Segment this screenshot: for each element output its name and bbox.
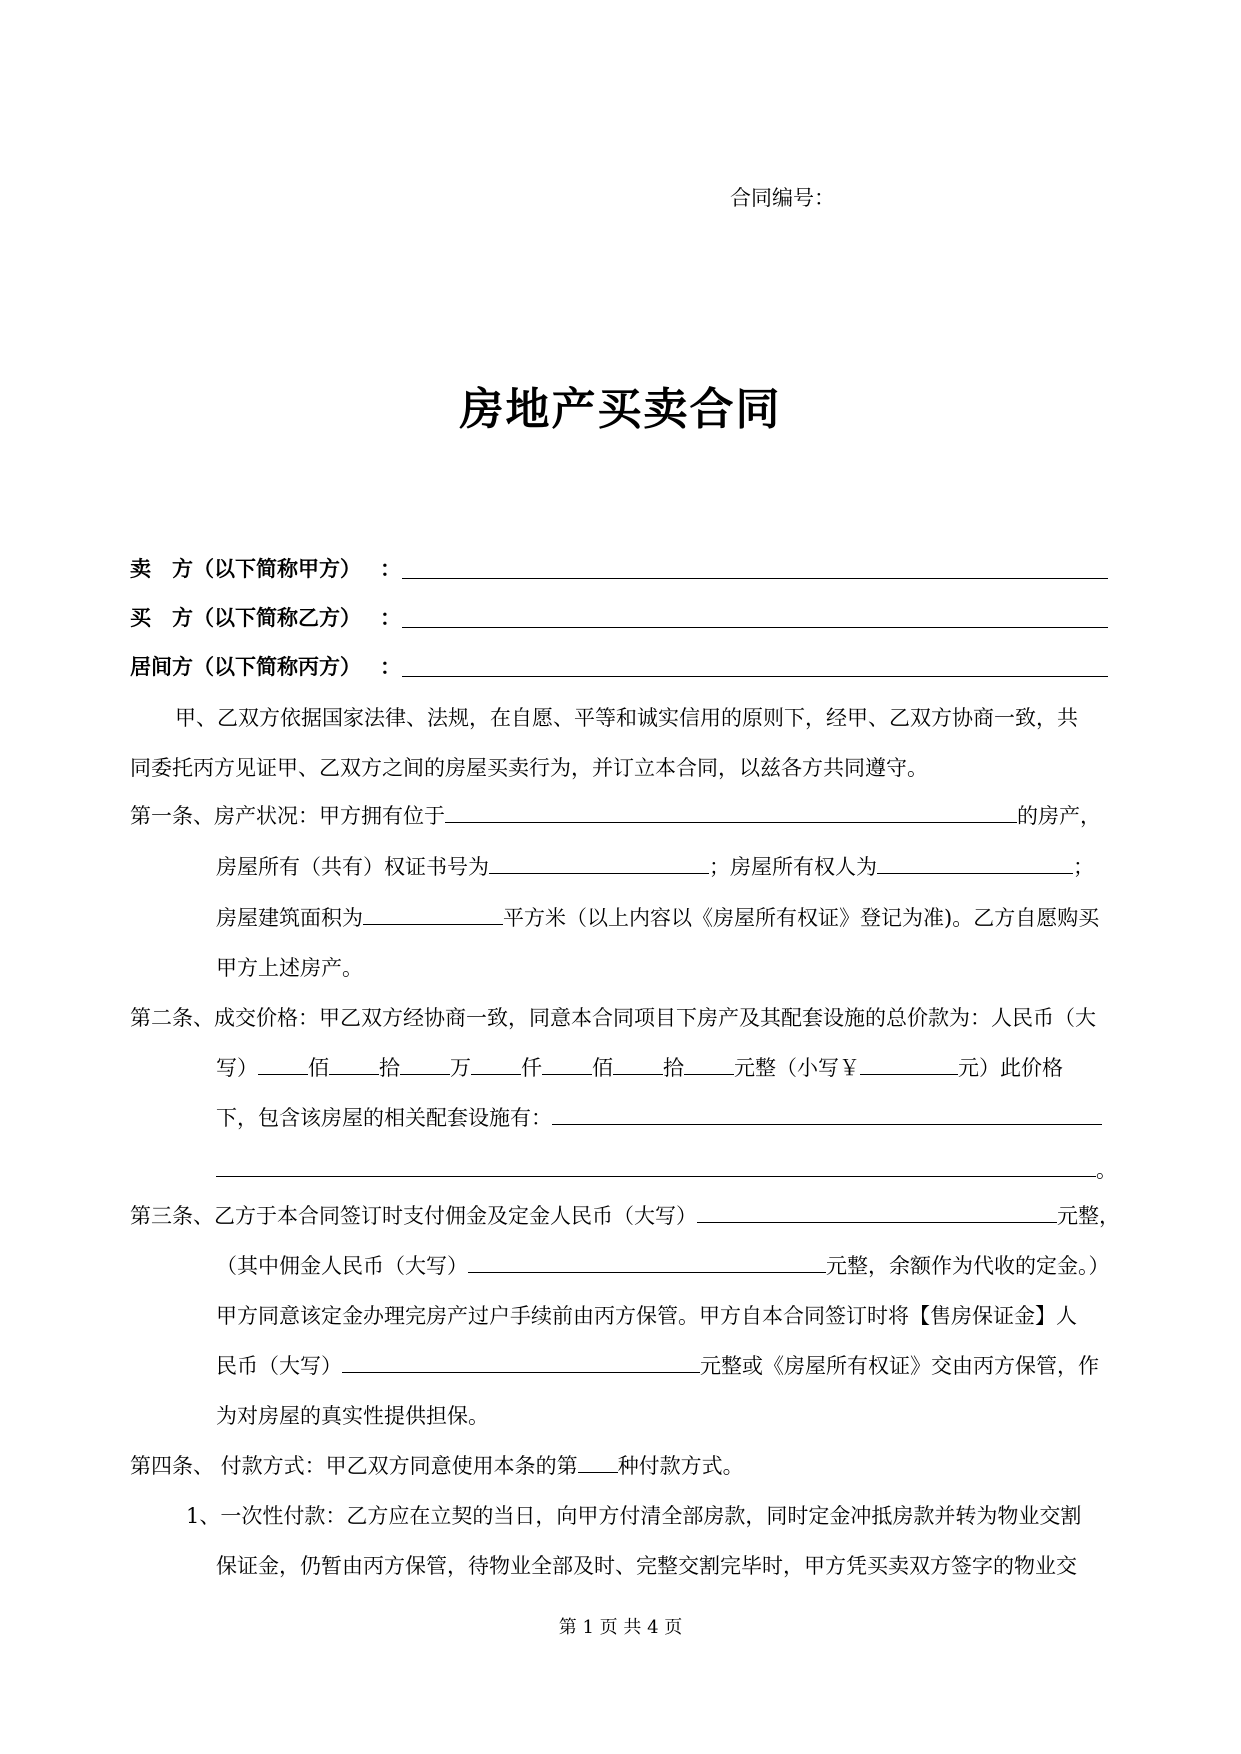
document-title: 房地产买卖合同: [459, 384, 782, 435]
article-1-lead-end: 的房产，: [1017, 804, 1101, 828]
deposit-unit: 元整，: [1057, 1204, 1120, 1228]
certificate-no-label: 房屋所有（共有）权证书号为: [216, 855, 489, 879]
deposit-label: 第三条、乙方于本合同签订时支付佣金及定金人民币（大写）: [130, 1204, 697, 1228]
guarantee-label: 民币（大写）: [216, 1354, 342, 1378]
owner-blank[interactable]: [877, 853, 1073, 874]
price-numeric-blank[interactable]: [860, 1054, 958, 1075]
article-4-item-1-line-1: 1、一次性付款：乙方应在立契的当日，向甲方付清全部房款，同时定金冲抵房款并转为物业交割: [186, 1504, 1082, 1528]
unit-qian: 仟: [521, 1056, 542, 1080]
unit-wan: 万: [450, 1056, 471, 1080]
article-3-line-5: 为对房屋的真实性提供担保。: [216, 1404, 489, 1428]
article-3-line-3: 甲方同意该定金办理完房产过户手续前由丙方保管。甲方自本合同签订时将【售房保证金】人: [216, 1304, 1077, 1328]
line-end-semicolon: ；: [1073, 855, 1094, 879]
contract-number-label: 合同编号：: [730, 186, 835, 210]
price-blank-bai-wan[interactable]: [258, 1054, 308, 1075]
facilities-blank-1[interactable]: [552, 1104, 1102, 1125]
article-3-line-2: [216, 1251, 1110, 1281]
article-3-line-4: [216, 1351, 1099, 1381]
area-blank[interactable]: [363, 904, 503, 925]
facilities-blank-2[interactable]: [216, 1156, 1096, 1177]
article-1-line-1: [130, 801, 1101, 831]
article-1-lead: 第一条、房产状况：甲方拥有位于: [130, 804, 445, 828]
party-buyer-colon: ：: [380, 605, 401, 630]
article-2-line-1: 第二条、成交价格：甲乙双方经协商一致，同意本合同项目下房产及其配套设施的总价款为：人民币（大: [130, 1006, 1096, 1030]
page-footer: 第 1 页 共 4 页: [558, 1617, 683, 1638]
facilities-period: 。: [1096, 1158, 1117, 1182]
payment-method-label: 第四条、 付款方式：甲乙双方同意使用本条的第: [130, 1454, 578, 1478]
article-3-line-1: [130, 1201, 1120, 1231]
party-intermediary-blank[interactable]: [402, 676, 1108, 677]
unit-shi: 拾: [379, 1056, 400, 1080]
party-intermediary-label: 居间方（以下简称丙方）: [130, 654, 361, 679]
area-label: 房屋建筑面积为: [216, 906, 363, 930]
owner-label: ；房屋所有权人为: [709, 855, 877, 879]
article-2-line-2: [216, 1053, 1063, 1083]
article-1-line-2: [216, 852, 1094, 882]
property-location-blank[interactable]: [445, 802, 1017, 823]
facilities-label: 下，包含该房屋的相关配套设施有：: [216, 1106, 552, 1130]
party-buyer-blank[interactable]: [402, 627, 1108, 628]
article-4-line-1: [130, 1451, 744, 1481]
commission-blank[interactable]: [468, 1252, 826, 1273]
certificate-no-blank[interactable]: [489, 853, 709, 874]
price-blank-qian[interactable]: [471, 1054, 521, 1075]
article-2-line-4: [216, 1155, 1117, 1185]
price-blank-wan[interactable]: [400, 1054, 450, 1075]
preamble-line-2: 同委托丙方见证甲、乙双方之间的房屋买卖行为，并订立本合同，以兹各方共同遵守。: [130, 756, 928, 780]
party-seller-colon: ：: [380, 556, 401, 581]
guarantee-blank[interactable]: [342, 1352, 700, 1373]
unit-yuan-numeric-label: 元整（小写￥: [734, 1056, 860, 1080]
price-line-end: 元）此价格: [958, 1056, 1063, 1080]
preamble-line-1: 甲、乙双方依据国家法律、法规，在自愿、平等和诚实信用的原则下，经甲、乙双方协商一致，共: [175, 706, 1078, 730]
unit-bai-2: 佰: [592, 1056, 613, 1080]
article-2-line-3: [216, 1103, 1102, 1133]
article-4-item-1-line-2: 保证金，仍暂由丙方保管，待物业全部及时、完整交割完毕时，甲方凭买卖双方签字的物业交: [216, 1554, 1077, 1578]
commission-label: （其中佣金人民币（大写）: [216, 1254, 468, 1278]
guarantee-note: 元整或《房屋所有权证》交由丙方保管，作: [700, 1354, 1099, 1378]
deposit-blank[interactable]: [697, 1202, 1057, 1223]
price-written-label: 写）: [216, 1056, 258, 1080]
unit-shi-2: 拾: [663, 1056, 684, 1080]
unit-bai: 佰: [308, 1056, 329, 1080]
party-intermediary-colon: ：: [380, 654, 401, 679]
price-blank-yuan[interactable]: [684, 1054, 734, 1075]
price-blank-shi-wan[interactable]: [329, 1054, 379, 1075]
party-seller-blank[interactable]: [402, 578, 1108, 579]
payment-method-blank[interactable]: [578, 1452, 618, 1473]
party-seller-label: 卖 方（以下简称甲方）: [130, 556, 361, 581]
area-note: 平方米（以上内容以《房屋所有权证》登记为准)。乙方自愿购买: [503, 906, 1100, 930]
article-1-line-3: [216, 903, 1099, 933]
payment-method-suffix: 种付款方式。: [617, 1454, 744, 1478]
commission-note: 元整，余额作为代收的定金。）: [826, 1254, 1110, 1278]
price-blank-shi[interactable]: [613, 1054, 663, 1075]
party-buyer-label: 买 方（以下简称乙方）: [130, 605, 361, 630]
article-1-line-4: 甲方上述房产。: [216, 956, 363, 980]
price-blank-bai[interactable]: [542, 1054, 592, 1075]
